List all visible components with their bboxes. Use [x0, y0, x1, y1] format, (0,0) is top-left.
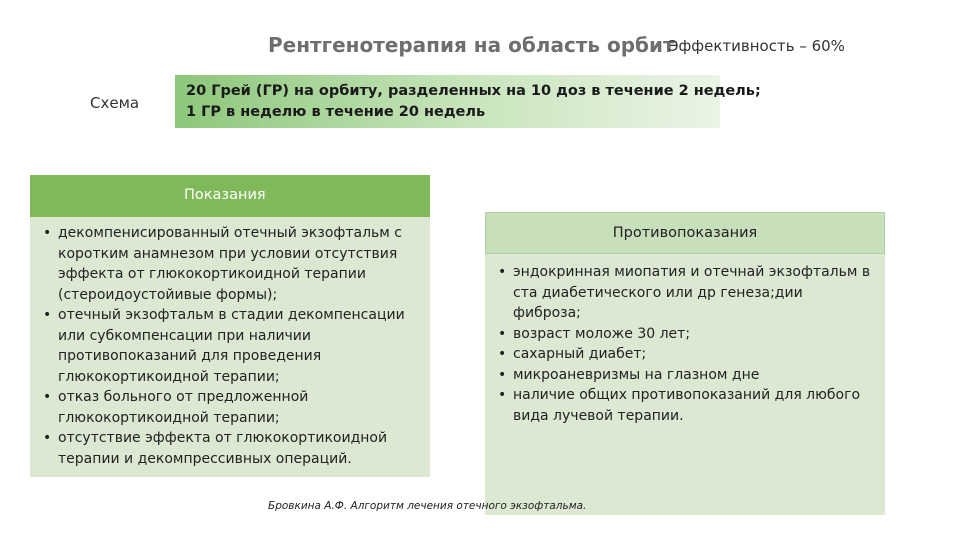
scheme-line-2: 1 ГР в неделю в течение 20 недель [186, 104, 486, 120]
scheme-line-1: 20 Грей (ГР) на орбиту, разделенных на 10 доз в течение 2 недель; [186, 83, 761, 99]
contraindication-item: • эндокринная миопатия и отечнай экзофтальм в ста диабетического или др генеза;дии фиброза; [495, 262, 875, 324]
scheme-box [175, 75, 761, 128]
contraindications-panel [485, 254, 885, 515]
contraindication-item: • возраст моложе 30 лет; [495, 324, 875, 345]
contraindication-item: • сахарный диабет; [495, 344, 875, 365]
effectiveness-label: Эффективность – 60% [668, 37, 845, 55]
indications-header: Показания [30, 175, 430, 217]
indication-item: • отказ больного от предложенной глюкокортикоидной терапии; [40, 387, 420, 428]
indication-item: • отечный экзофтальм в стадии декомпенсации или субкомпенсации при наличии противопоказаний для проведения глюкокортикоидной терапии; [40, 305, 420, 387]
contraindications-list [495, 262, 875, 426]
contraindication-item: • микроаневризмы на глазном дне [495, 365, 875, 386]
indication-item: • декомпенисированный отечный экзофтальм с коротким анамнезом при условии отсутствия эффекта от глюкокортикоидной терапии (стероидоустойивые формы); [40, 223, 420, 305]
indications-list [40, 223, 420, 469]
scheme-label: Схема [90, 94, 140, 112]
contraindication-item: • наличие общих противопоказаний для любого вида лучевой терапии. [495, 385, 875, 426]
citation: Бровкина А.Ф. Алгоритм лечения отечного экзофтальма. [268, 500, 587, 512]
indications-panel [30, 217, 430, 477]
indication-item: • отсутствие эффекта от глюкокортикоидной терапии и декомпрессивных операций. [40, 428, 420, 469]
contraindications-header: Противопоказания [485, 212, 885, 254]
page-title: Рентгенотерапия на область орбит [268, 33, 675, 57]
